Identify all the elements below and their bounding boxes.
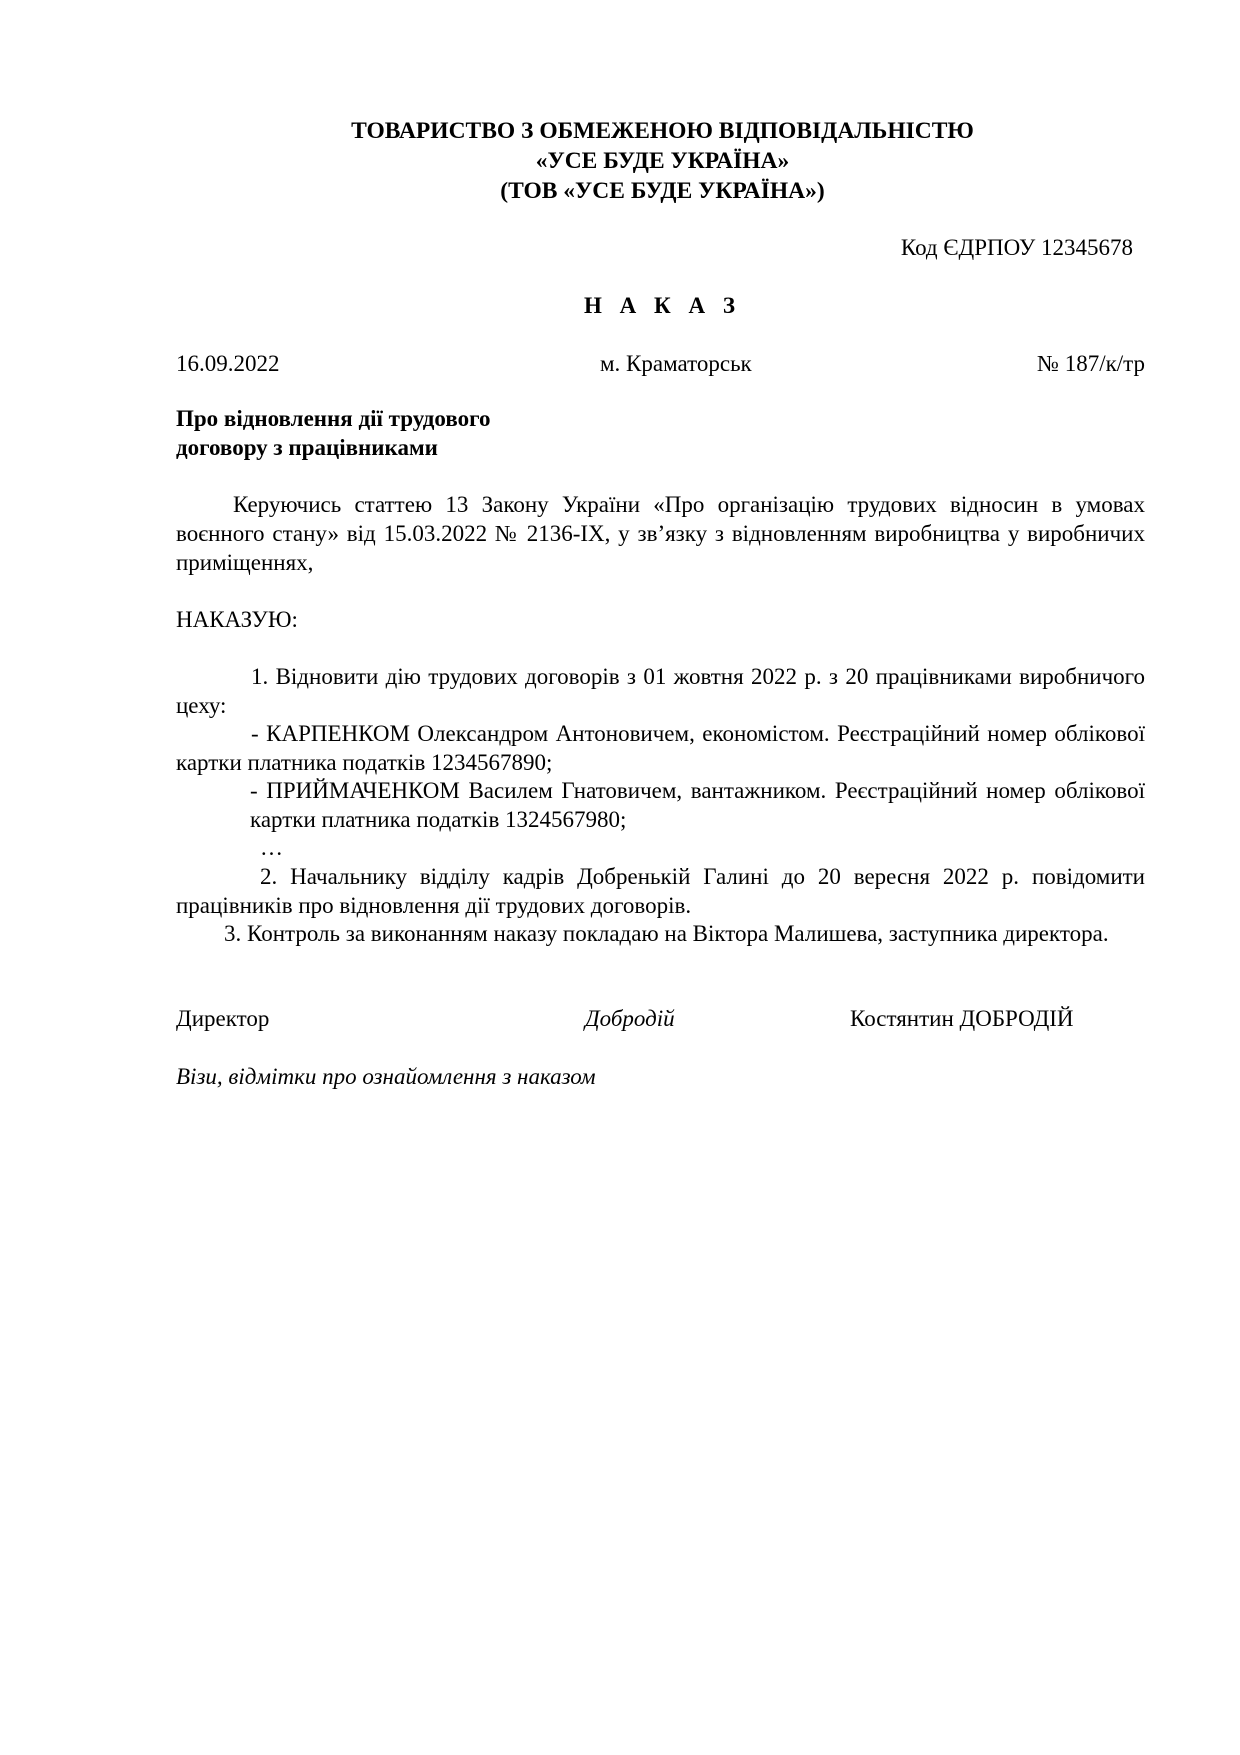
document-city: м. Краматорськ bbox=[600, 351, 752, 376]
company-name-line2: «УСЕ БУДЕ УКРАЇНА» bbox=[535, 148, 790, 174]
handwritten-signature: Добродій bbox=[585, 1006, 675, 1031]
company-short-name: (ТОВ «УСЕ БУДЕ УКРАЇНА») bbox=[500, 178, 825, 204]
subject-line1: Про відновлення дії трудового bbox=[176, 406, 491, 431]
order-item-1: 1. Відновити дію трудових договорів з 01 жовтня 2022 р. з 20 працівниками виробничого цеху: bbox=[176, 664, 1145, 718]
signer-position: Директор bbox=[176, 1006, 270, 1031]
preamble-paragraph: Керуючись статтею 13 Закону України «Про організацію трудових відносин в умовах воєнного стану» від 15.03.2022 № 2136-IX, у зв’язку з відновленням виробництва у виробничих приміщеннях, bbox=[176, 492, 1145, 575]
document-number: № 187/к/тр bbox=[1037, 351, 1145, 376]
document-title: Н А К А З bbox=[584, 293, 741, 318]
visas-note: Візи, відмітки про ознайомлення з наказом bbox=[176, 1064, 596, 1089]
order-item-3: 3. Контроль за виконанням наказу покладаю на Віктора Малишева, заступника директора. bbox=[224, 921, 1109, 946]
subject-line2: договору з працівниками bbox=[176, 435, 438, 460]
company-name-line1: ТОВАРИСТВО З ОБМЕЖЕНОЮ ВІДПОВІДАЛЬНІСТЮ bbox=[351, 118, 974, 144]
order-word: НАКАЗУЮ: bbox=[176, 607, 298, 632]
signer-name: Костянтин ДОБРОДІЙ bbox=[850, 1006, 1074, 1031]
employee-entry-2: - ПРИЙМАЧЕНКОМ Василем Гнатовичем, вантажником. Реєстраційний номер облікової картки платника податків 1324567980; bbox=[250, 778, 1145, 832]
document-subject bbox=[176, 404, 490, 462]
employee-entry-1: - КАРПЕНКОМ Олександром Антоновичем, економістом. Реєстраційний номер облікової картки платника податків 1234567890; bbox=[176, 721, 1145, 775]
document-date: 16.09.2022 bbox=[176, 351, 280, 376]
list-ellipsis: … bbox=[260, 835, 283, 860]
company-header bbox=[0, 116, 1240, 206]
edrpou-code: Код ЄДРПОУ 12345678 bbox=[900, 235, 1133, 260]
order-item-2: 2. Начальнику відділу кадрів Добренькій Галині до 20 вересня 2022 р. повідомити працівників про відновлення дії трудових договорів. bbox=[176, 864, 1145, 918]
document-meta bbox=[176, 349, 1145, 379]
signature-block bbox=[176, 1004, 1145, 1034]
